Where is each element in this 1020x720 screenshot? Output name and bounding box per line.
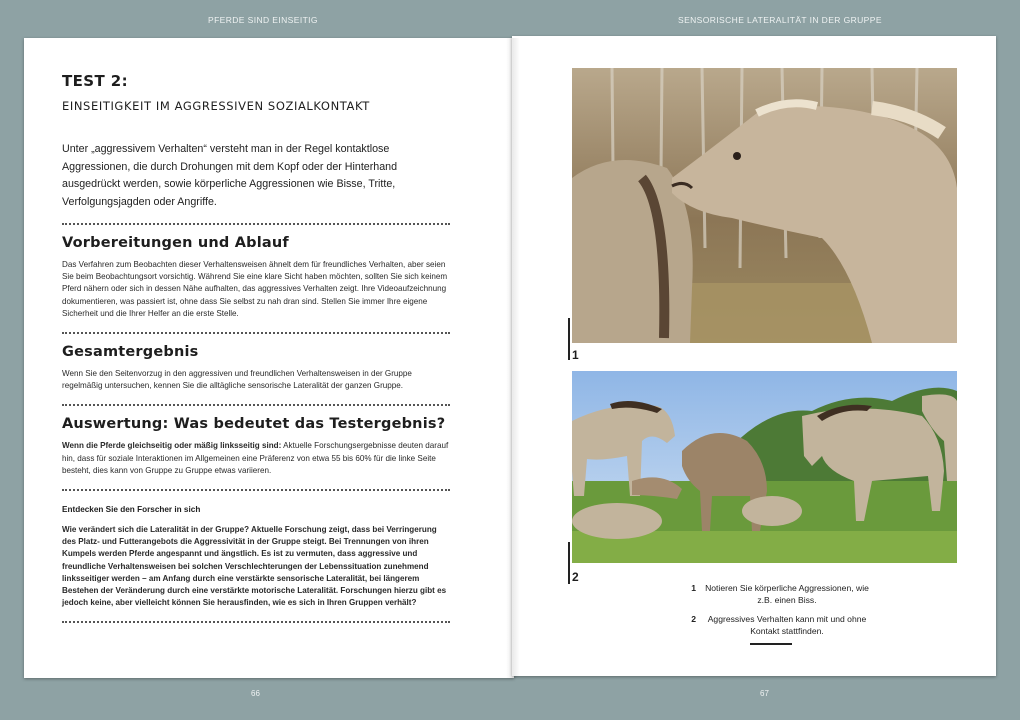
section-heading-ablauf: Vorbereitungen und Ablauf bbox=[62, 235, 289, 251]
page-number-right: 67 bbox=[760, 689, 769, 698]
researcher-text: Wie verändert sich die Lateralität in der Gruppe? Aktuelle Forschung zeigt, dass bei Verringerung des Platz- und Futterangebots die Aggressivität in der Gruppe steigt. Bei Trennungen von ihren Kumpels werden Pferde angespannt und ängstlich. Es ist zu vermuten, dass aggressive und freundliche Verhaltensweisen bei solchen Verschlechterungen der Lebenssituation zunehmend linksseitiger werden – am Anfang durch eine verstärkte sensorische Lateralität, bei längerem Bestehen der Veränderung durch eine verstärkte motorische Lateralität. Forschungen hierzu gibt es jedoch keine, aber vielleicht können Sie herausfinden, wie es sich in Ihren Gruppen verhält? bbox=[62, 525, 447, 608]
running-head-right: SENSORISCHE LATERALITÄT IN DER GRUPPE bbox=[678, 15, 882, 25]
photo-2-illustration bbox=[572, 371, 957, 563]
section-heading-gesamtergebnis: Gesamtergebnis bbox=[62, 344, 199, 361]
running-head-left: PFERDE SIND EINSEITIG bbox=[208, 15, 318, 25]
dotted-divider bbox=[62, 332, 450, 334]
auswertung-text: Aktuelle Forschungsergebnisse deuten darauf hin, dass für soziale Interaktionen im Allgemeinen eine Präferenz von etwa 55 bis 60% für die linke Seite besteht, dies kann von Gruppe zu Gruppe etwas variieren. bbox=[62, 441, 449, 475]
figure-captions bbox=[682, 582, 872, 644]
dotted-divider bbox=[62, 621, 450, 623]
dotted-divider bbox=[62, 223, 450, 225]
section-text-ablauf: Das Verfahren zum Beobachten dieser Verhaltensweisen ähnelt dem für freundliches Verhalten, aber seien Sie beim Beobachtungsort vorsichtig. Während Sie eine klare Sicht haben möchten, sollten Sie sich keinem Pferd nähern oder sich in dessen Nähe aufhalten, das aggressives Verhalten zeigt. Ihre Videoaufzeichnung dokumentieren, was passiert ist, ohne dass Sie selbst zu nah dran sind. Stellen Sie immer Ihre eigene Sicherheit und die Ihrer Helfer an die erste Stelle. bbox=[62, 260, 448, 318]
section-heading-auswertung: Auswertung: Was bedeutet das Testergebnis? bbox=[62, 416, 446, 433]
caption-2-number: 2 bbox=[691, 614, 696, 624]
test-subtitle: EINSEITIGKEIT IM AGGRESSIVEN SOZIALKONTAKT bbox=[62, 99, 370, 113]
section-text-auswertung bbox=[62, 440, 450, 477]
researcher-heading: Entdecken Sie den Forscher in sich bbox=[62, 505, 201, 515]
photo-1-illustration bbox=[572, 68, 957, 343]
figure-1-number: 1 bbox=[572, 348, 579, 362]
auswertung-lead: Wenn die Pferde gleichseitig oder mäßig linksseitig sind: bbox=[62, 441, 282, 451]
left-page-content bbox=[62, 72, 450, 633]
book-gutter bbox=[506, 38, 520, 678]
photo-horse-biting bbox=[572, 68, 957, 343]
intro-paragraph: Unter „aggressivem Verhalten“ versteht man in der Regel kontaktlose Aggressionen, die durch Drohungen mit dem Kopf oder der Hinterhand ausgedrückt werden, sowie körperliche Aggressionen wie Bisse, Tritte, Verfolgungsjagden oder Angriffe. bbox=[62, 143, 398, 208]
left-page bbox=[24, 38, 514, 678]
caption-2-text: Aggressives Verhalten kann mit und ohne Kontakt stattfinden. bbox=[707, 614, 867, 636]
right-page bbox=[512, 36, 996, 676]
caption-rule bbox=[750, 643, 792, 645]
test-title: TEST 2: bbox=[62, 72, 128, 90]
dotted-divider bbox=[62, 489, 450, 491]
caption-1 bbox=[682, 582, 872, 606]
figure-2-number: 2 bbox=[572, 570, 579, 584]
caption-1-text: Notieren Sie körperliche Aggressionen, wie z.B. einen Biss. bbox=[705, 583, 869, 605]
figure-1-marker bbox=[568, 318, 570, 360]
page-number-left: 66 bbox=[251, 689, 260, 698]
photo-horse-group bbox=[572, 371, 957, 563]
dotted-divider bbox=[62, 404, 450, 406]
caption-1-number: 1 bbox=[691, 583, 696, 593]
figure-2-marker bbox=[568, 542, 570, 584]
caption-2 bbox=[682, 613, 872, 637]
section-text-gesamtergebnis: Wenn Sie den Seitenvorzug in den aggressiven und freundlichen Verhaltensweisen in der Gruppe regelmäßig untersuchen, kennen Sie die alltägliche sensorische Lateralität der ganzen Gruppe. bbox=[62, 369, 412, 391]
